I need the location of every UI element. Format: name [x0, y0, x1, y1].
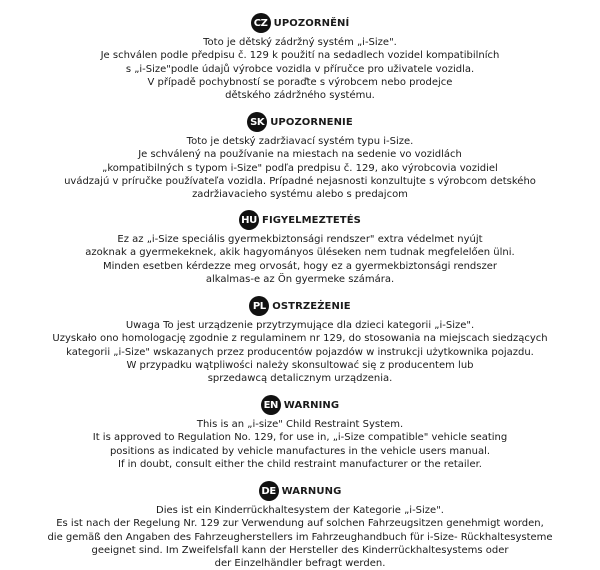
body-line: azoknak a gyermekeknek, akik hagyományos üléseken nem tudnak megfelelően ülni.: [85, 247, 515, 259]
body-line: „kompatibilných s typom i-Size" podľa predpisu č. 129, ako výrobcovia vozidiel: [102, 162, 498, 174]
section-body: [0, 319, 600, 385]
section-sk: [0, 111, 600, 201]
section-cz: [0, 12, 600, 102]
language-badge-en: EN: [261, 395, 281, 415]
language-badge-sk: SK: [247, 112, 267, 132]
body-line: This is an „i-size" Child Restraint System.: [196, 419, 404, 430]
section-heading: [0, 209, 600, 231]
body-line: Minden esetben kérdezze meg orvosát, hogy ez a gyermekbiztonsági rendszer: [102, 260, 498, 272]
section-de: [0, 480, 600, 570]
section-title: WARNUNG: [281, 485, 342, 497]
body-line: uvádzajú v príručke používateľa vozidla. Prípadné nejasnosti konzultujte s výrobcom detského: [64, 175, 536, 187]
section-pl: [0, 295, 600, 385]
section-heading: [0, 480, 600, 502]
language-badge-de: DE: [259, 481, 279, 501]
language-badge-pl: PL: [249, 296, 269, 316]
body-line: alkalmas-e az Ön gyermeke számára.: [205, 273, 395, 285]
section-heading: [0, 295, 600, 317]
body-line: Je schválený na používanie na miestach na sedenie vo vozidlách: [138, 149, 462, 161]
body-line: die gemäß den Angaben des Fahrzeugherstellers im Fahrzeughandbuch für i-Size- Rückhaltesysteme: [47, 531, 553, 543]
section-title: WARNING: [283, 399, 340, 411]
section-body: [0, 233, 600, 286]
section-body: [0, 36, 600, 102]
body-line: sprzedawcą detalicznym urządzenia.: [207, 373, 393, 385]
body-line: It is approved to Regulation No. 129, for use in, „i-Size compatible" vehicle seating: [92, 432, 508, 444]
section-heading: [0, 111, 600, 133]
body-line: Je schválen podle předpisu č. 129 k použití na sedadlech vozidel kompatibilních: [100, 50, 500, 62]
body-line: Toto je dětský zádržný systém „i-Size".: [203, 37, 397, 48]
section-title: UPOZORNĚNÍ: [273, 17, 350, 29]
body-line: geeignet sind. Im Zweifelsfall kann der Hersteller des Kinderrückhaltesystems oder: [91, 544, 509, 556]
body-line: V případě pochybností se poraďte s výrobcem nebo prodejce: [147, 76, 453, 88]
body-line: zadržiavacieho systému alebo s predajcom: [192, 189, 408, 201]
body-line: Uzyskało ono homologację zgodnie z regulaminem nr 129, do stosowania na miejscach siedzących: [52, 333, 548, 345]
body-line: dětského zádržného systému.: [225, 90, 375, 102]
section-title: FIGYELMEZTETÉS: [262, 214, 361, 226]
body-line: Toto je detský zadržiavací systém typu i-Size.: [186, 136, 414, 147]
body-line: kategorii „i-Size" wskazanych przez producentów pojazdów w instrukcji użytkownika pojazdu.: [66, 346, 534, 358]
language-badge-hu: HU: [239, 210, 259, 230]
body-line: Ez az „i-Size speciális gyermekbiztonsági rendszer" extra védelmet nyújt: [117, 234, 483, 245]
section-title: UPOZORNENIE: [270, 116, 353, 128]
section-title: OSTRZEŻENIE: [272, 300, 351, 312]
section-heading: [0, 394, 600, 416]
body-line: s „i-Size"podle údajů výrobce vozidla v příručce pro uživatele vozidla.: [125, 63, 475, 75]
section-heading: [0, 12, 600, 34]
body-line: Uwaga To jest urządzenie przytrzymujące dla dzieci kategorii „i-Size".: [125, 320, 475, 331]
body-line: positions as indicated by vehicle manufactures in the vehicle users manual.: [109, 445, 491, 457]
section-body: [0, 504, 600, 570]
body-line: Dies ist ein Kinderrückhaltesystem der Kategorie „i-Size".: [156, 505, 444, 516]
section-en: [0, 394, 600, 471]
body-line: If in doubt, consult either the child restraint manufacturer or the retailer.: [118, 458, 482, 470]
language-badge-cz: CZ: [251, 13, 271, 33]
section-body: [0, 135, 600, 201]
body-line: der Einzelhändler befragt werden.: [214, 558, 386, 570]
section-hu: [0, 209, 600, 286]
section-body: [0, 418, 600, 471]
body-line: Es ist nach der Regelung Nr. 129 zur Verwendung auf solchen Fahrzeugsitzen genehmigt worden,: [56, 518, 544, 530]
body-line: W przypadku wątpliwości należy skonsultować się z producentem lub: [126, 359, 474, 371]
